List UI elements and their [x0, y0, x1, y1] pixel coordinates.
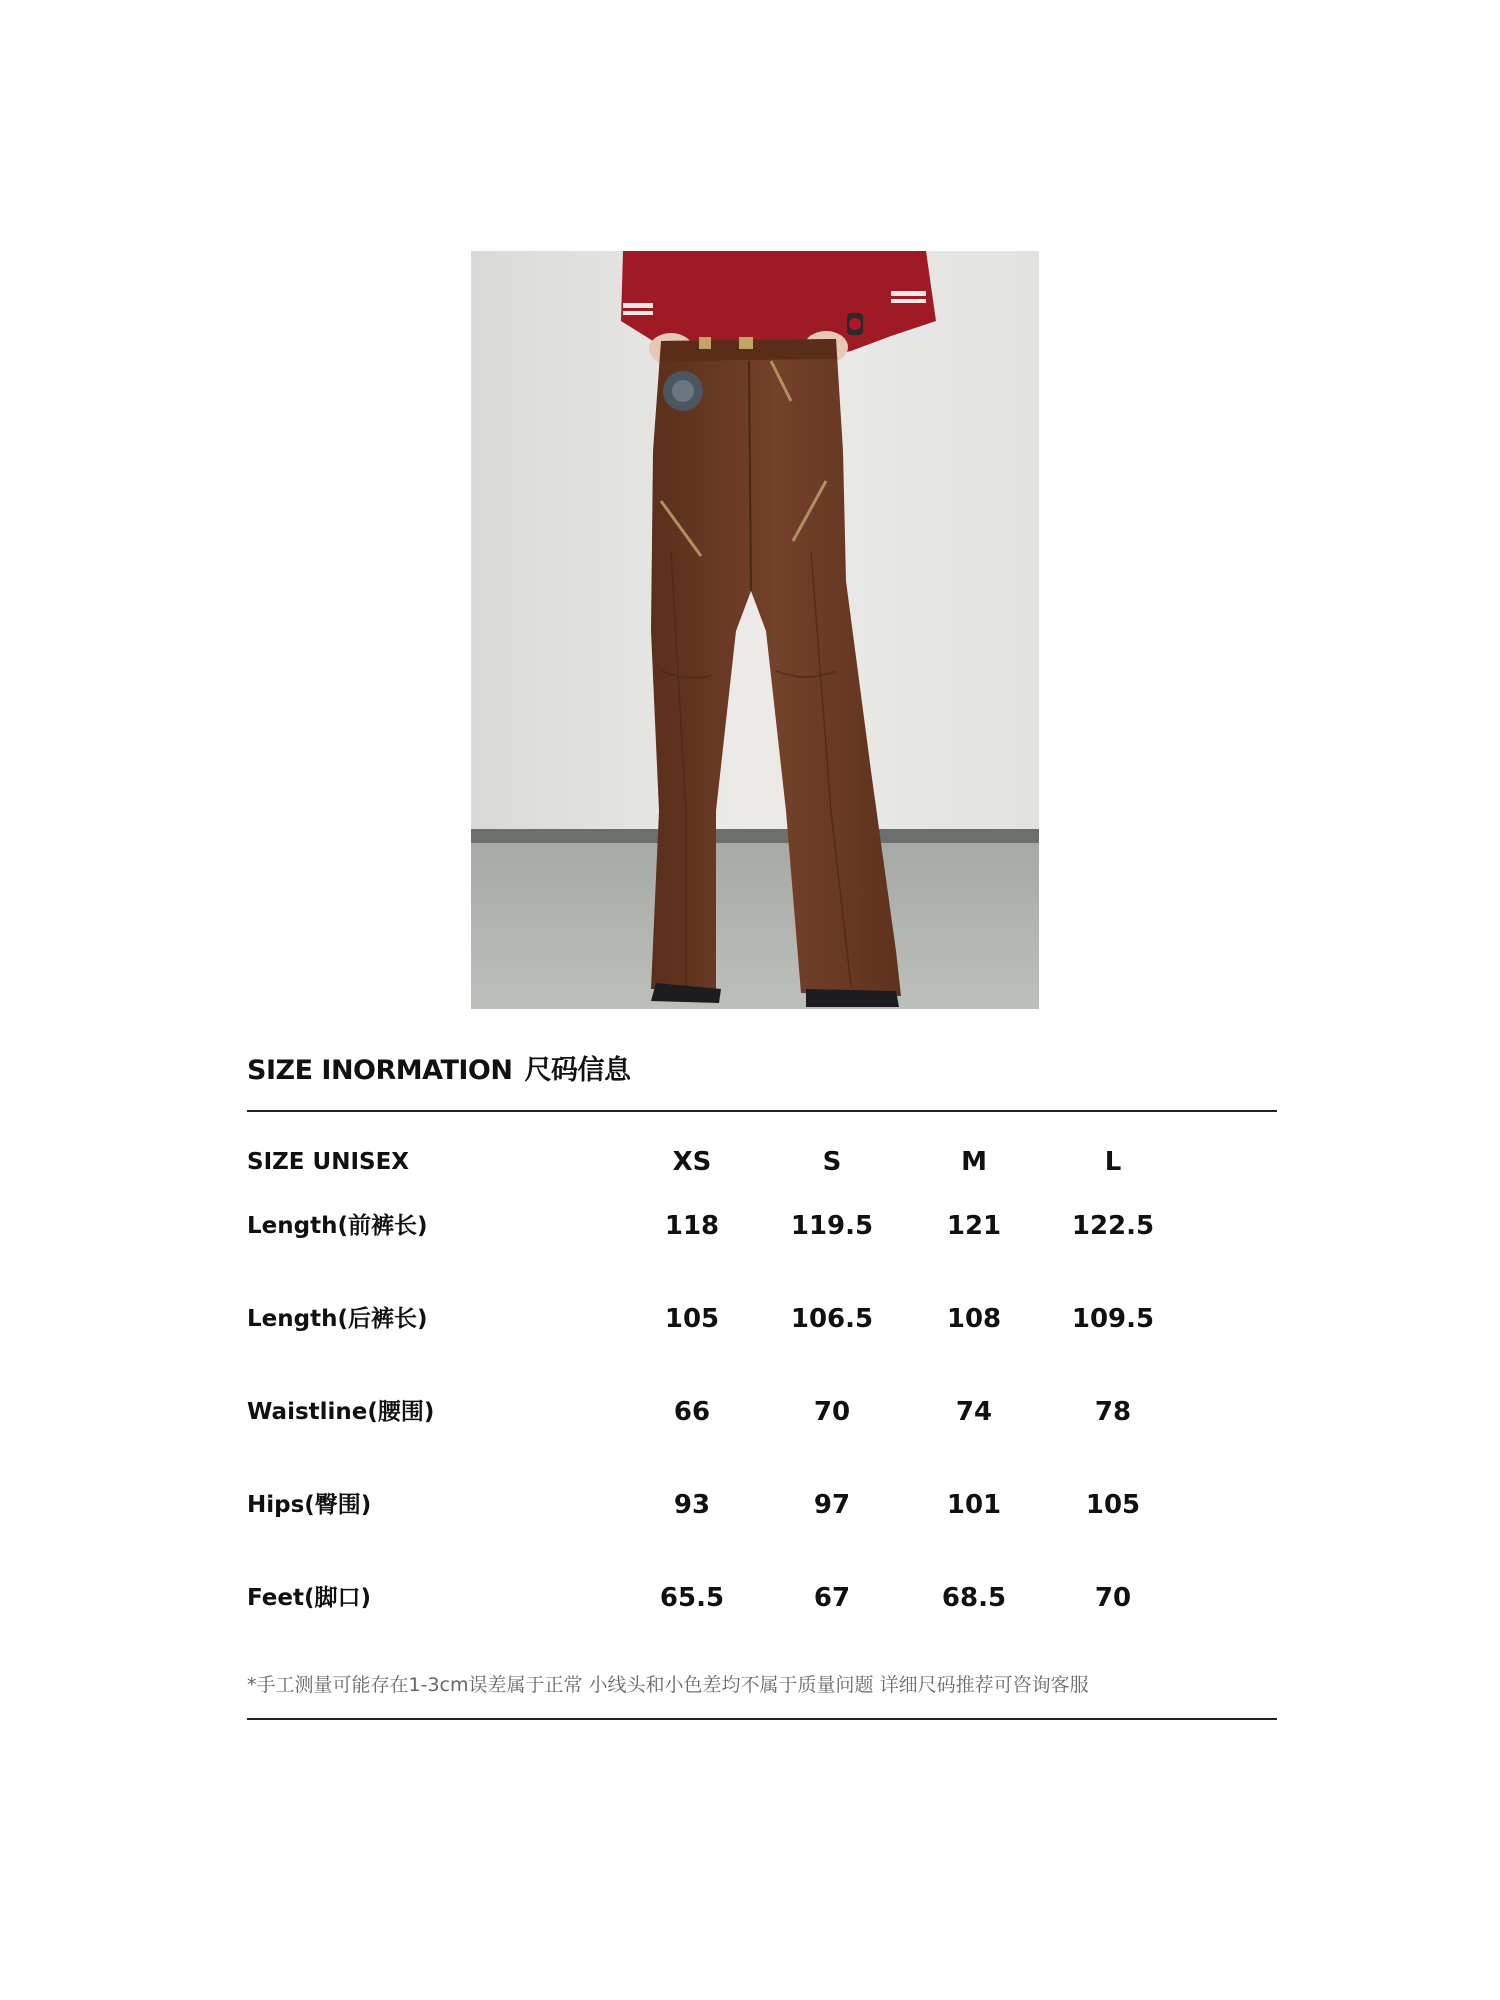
- row-label: Feet(脚口): [247, 1585, 371, 1611]
- value-cell: 109.5: [1071, 1304, 1155, 1334]
- value-cell: 119.5: [790, 1211, 874, 1241]
- value-cell: 108: [946, 1304, 1002, 1334]
- row-label: Waistline(腰围): [247, 1399, 435, 1425]
- product-photo: [471, 251, 1039, 1009]
- value-cell: 70: [813, 1397, 851, 1427]
- size-header-m: M: [961, 1147, 987, 1177]
- header-label: SIZE UNISEX: [247, 1149, 410, 1175]
- value-cell: 101: [946, 1490, 1002, 1520]
- value-cell: 118: [664, 1211, 720, 1241]
- size-header-l: L: [1104, 1147, 1122, 1177]
- table-row-waistline: [0, 1392, 1500, 1432]
- title-en: SIZE INORMATION: [247, 1055, 513, 1086]
- value-cell: 70: [1094, 1583, 1132, 1613]
- page-title: [247, 1048, 630, 1087]
- value-cell: 122.5: [1071, 1211, 1155, 1241]
- table-row-hips: [0, 1485, 1500, 1525]
- measurement-note: *手工测量可能存在1-3cm误差属于正常 小线头和小色差均不属于质量问题 详细尺码推荐可咨询客服: [247, 1674, 1089, 1696]
- value-cell: 105: [664, 1304, 720, 1334]
- value-cell: 121: [946, 1211, 1002, 1241]
- value-cell: 66: [673, 1397, 711, 1427]
- row-label: Length(后裤长): [247, 1306, 428, 1332]
- row-label: Hips(臀围): [247, 1492, 372, 1518]
- value-cell: 67: [813, 1583, 851, 1613]
- table-header-row: [0, 1142, 1500, 1182]
- value-cell: 93: [673, 1490, 711, 1520]
- value-cell: 106.5: [790, 1304, 874, 1334]
- value-cell: 68.5: [941, 1583, 1007, 1613]
- value-cell: 97: [813, 1490, 851, 1520]
- bottom-divider: [247, 1718, 1277, 1720]
- value-cell: 105: [1085, 1490, 1141, 1520]
- top-divider: [247, 1110, 1277, 1112]
- value-cell: 74: [955, 1397, 993, 1427]
- size-header-s: S: [822, 1147, 842, 1177]
- table-row-back-length: [0, 1299, 1500, 1339]
- value-cell: 65.5: [659, 1583, 725, 1613]
- value-cell: 78: [1094, 1397, 1132, 1427]
- row-label: Length(前裤长): [247, 1213, 428, 1239]
- table-row-front-length: [0, 1206, 1500, 1246]
- table-row-feet: [0, 1578, 1500, 1618]
- size-header-xs: XS: [672, 1147, 712, 1177]
- title-cn: 尺码信息: [524, 1055, 631, 1086]
